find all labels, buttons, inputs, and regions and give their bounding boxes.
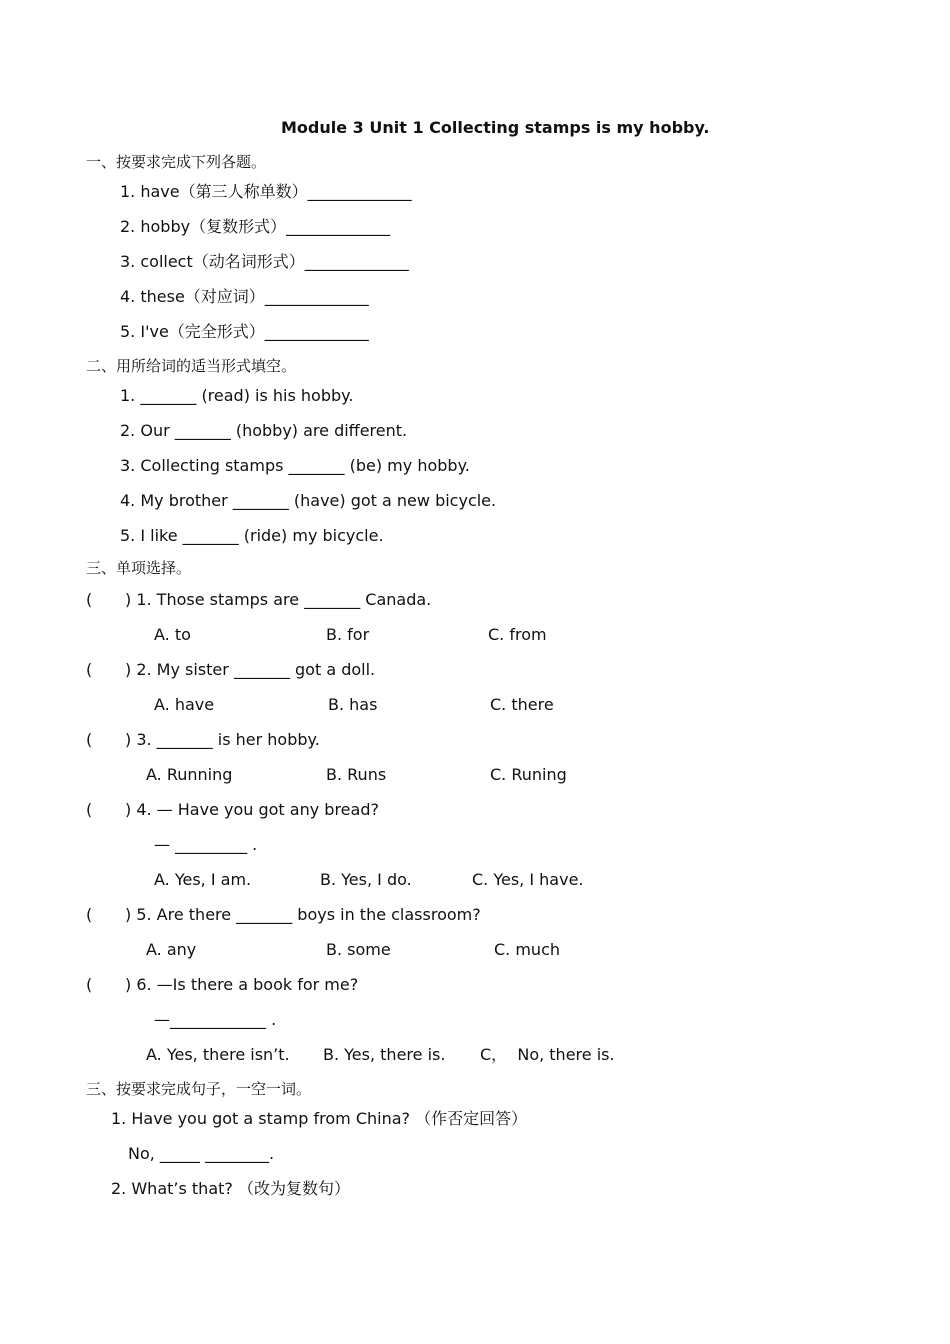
question-stem: ) 1. Those stamps are _______ Canada. [125, 590, 432, 609]
exercise-item: 5. I've（完全形式）_____________ [120, 322, 369, 341]
option-a: A. any [146, 940, 197, 959]
option-b: B. Yes, there is. [323, 1045, 446, 1064]
exercise-item: 2. Our _______ (hobby) are different. [120, 421, 408, 440]
answer-line: No, _____ ________. [128, 1144, 275, 1163]
exercise-item: 3. collect（动名词形式）_____________ [120, 252, 409, 271]
section-heading: 一、按要求完成下列各题。 [86, 153, 267, 171]
option-c: C. much [494, 940, 561, 959]
exercise-item: 1. _______ (read) is his hobby. [120, 386, 354, 405]
exercise-item: 2. hobby（复数形式）_____________ [120, 217, 391, 236]
exercise-item: 4. My brother _______ (have) got a new bicycle. [120, 491, 497, 510]
answer-paren: ( [86, 905, 93, 924]
option-a: A. Running [146, 765, 233, 784]
answer-line: —____________ . [154, 1010, 277, 1029]
answer-paren: ( [86, 730, 93, 749]
exercise-item: 3. Collecting stamps _______ (be) my hobby. [120, 456, 470, 475]
question-stem: ) 5. Are there _______ boys in the classroom? [125, 905, 481, 924]
answer-line: — _________ . [154, 835, 258, 854]
page-title: Module 3 Unit 1 Collecting stamps is my hobby. [281, 118, 710, 137]
option-a: A. Yes, there isn’t. [146, 1045, 290, 1064]
option-b: B. Runs [326, 765, 387, 784]
exercise-item: 4. these（对应词）_____________ [120, 287, 369, 306]
exercise-item: 2. What’s that? （改为复数句） [111, 1179, 350, 1198]
option-b: B. for [326, 625, 370, 644]
exercise-item: 1. have（第三人称单数）_____________ [120, 182, 412, 201]
answer-paren: ( [86, 975, 93, 994]
option-c: C， No, there is. [480, 1045, 615, 1064]
section-heading: 三、单项选择。 [86, 559, 192, 577]
question-stem: ) 3. _______ is her hobby. [125, 730, 320, 749]
option-a: A. Yes, I am. [154, 870, 252, 889]
option-a: A. have [154, 695, 215, 714]
exercise-item: 5. I like _______ (ride) my bicycle. [120, 526, 384, 545]
option-a: A. to [154, 625, 191, 644]
answer-paren: ( [86, 590, 93, 609]
section-heading: 三、按要求完成句子，一空一词。 [86, 1080, 312, 1098]
question-stem: ) 6. —Is there a book for me? [125, 975, 359, 994]
option-c: C. there [490, 695, 554, 714]
exercise-item: 1. Have you got a stamp from China? （作否定回答） [111, 1109, 528, 1128]
option-c: C. Runing [490, 765, 567, 784]
option-c: C. Yes, I have. [472, 870, 584, 889]
option-c: C. from [488, 625, 547, 644]
section-heading: 二、用所给词的适当形式填空。 [86, 357, 297, 375]
answer-paren: ( [86, 660, 93, 679]
option-b: B. some [326, 940, 391, 959]
answer-paren: ( [86, 800, 93, 819]
option-b: B. has [328, 695, 378, 714]
question-stem: ) 2. My sister _______ got a doll. [125, 660, 376, 679]
question-stem: ) 4. — Have you got any bread? [125, 800, 379, 819]
option-b: B. Yes, I do. [320, 870, 412, 889]
